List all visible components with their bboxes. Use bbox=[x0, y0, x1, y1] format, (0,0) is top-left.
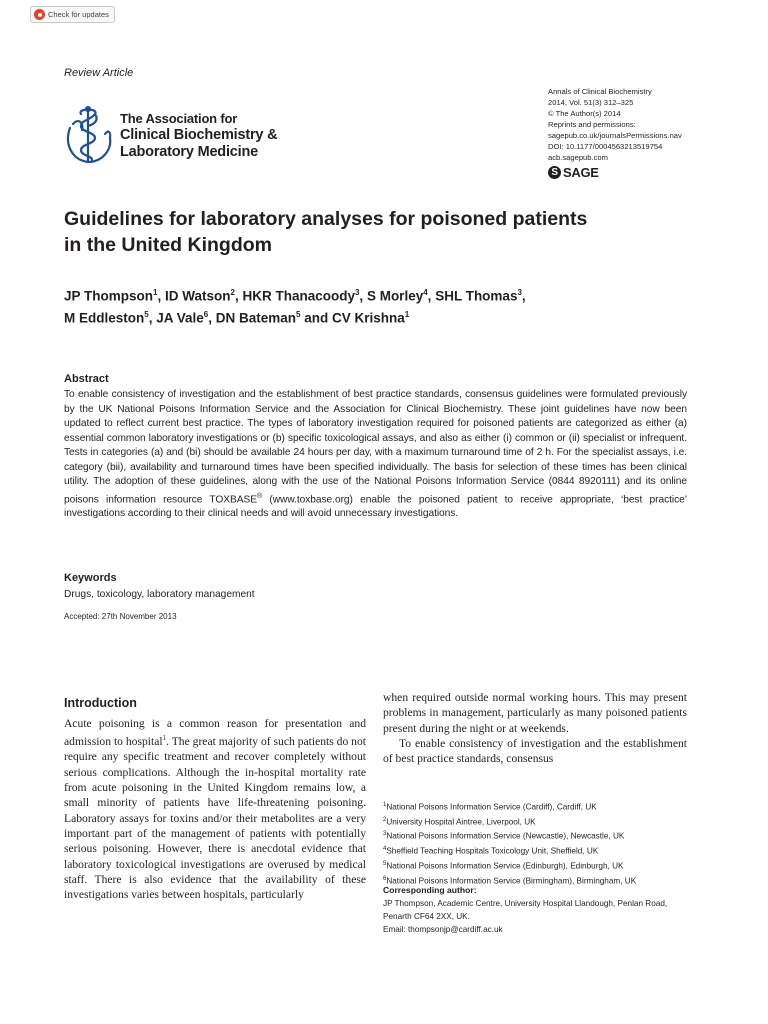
sage-logo-text: SAGE bbox=[563, 165, 599, 180]
author-name[interactable]: JP Thompson bbox=[64, 288, 154, 304]
author-affiliation: 1 bbox=[153, 288, 158, 297]
corresponding-author-details bbox=[383, 897, 693, 936]
journal-info-line: Reprints and permissions: bbox=[548, 120, 636, 129]
author-separator: , bbox=[521, 288, 526, 304]
society-name-line: The Association for bbox=[120, 111, 238, 126]
society-name-line: Laboratory Medicine bbox=[120, 144, 259, 160]
affiliation-item bbox=[383, 843, 693, 858]
author-separator: , bbox=[148, 310, 157, 325]
affiliation-item bbox=[383, 799, 693, 814]
society-name bbox=[120, 110, 277, 161]
author-separator: , bbox=[359, 288, 367, 304]
affiliation-number: 4 bbox=[383, 846, 387, 853]
keywords-list: Drugs, toxicology, laboratory management bbox=[64, 589, 255, 600]
author-name[interactable]: SHL Thomas bbox=[435, 288, 518, 304]
article-title bbox=[64, 206, 724, 258]
affiliation-list bbox=[383, 799, 693, 887]
sage-s-icon: S bbox=[548, 166, 561, 179]
abstract-text-part: To enable consistency of investigation and the establishment of best practice standards, consensus guidelines were formulated previously by the UK National Poisons Information Service and the Association for Clinical Biochemistry. These joint guidelines have now been updated to reflect current best practice. The types of laboratory investigation required for poisoned patients are categorized as either (a) essential common laboratory investigations or (b) specific toxicological assays, and also as either (i) common or (ii) specialist or infrequent. Tests in categories (a) and (bi) should be available 24 hours per day, with a maximum turnaround time of 2 h. For the specialist assays, i.e. category (bii), availability and turnaround times have been specified individually. The basis for selection of these times has been clinical utility. The adoption of these guidelines, along with the use of the National Poisons Information Service (0844 8920111) and its online poisons information resource TOXBASE bbox=[64, 389, 687, 505]
affiliation-number: 1 bbox=[383, 802, 387, 808]
affiliation-number: 6 bbox=[383, 875, 387, 882]
introduction-heading: Introduction bbox=[64, 696, 137, 710]
author-affiliation: 5 bbox=[296, 309, 301, 319]
affiliation-item bbox=[383, 858, 693, 873]
author-separator: , bbox=[427, 288, 436, 304]
society-logo bbox=[62, 104, 277, 166]
author-separator: , bbox=[208, 310, 216, 325]
affiliation-text: National Poisons Information Service (Newcastle), Newcastle, UK bbox=[386, 832, 625, 842]
author-affiliation: 5 bbox=[144, 309, 149, 319]
author-affiliation: 3 bbox=[354, 288, 360, 297]
journal-info-line: © The Author(s) 2014 bbox=[548, 109, 621, 118]
author-name[interactable]: S Morley bbox=[366, 288, 424, 304]
author-separator: , bbox=[157, 288, 165, 304]
author-name[interactable]: DN Bateman bbox=[215, 310, 297, 325]
intro-column-left bbox=[64, 716, 366, 902]
author-list bbox=[64, 284, 684, 327]
sage-logo bbox=[548, 166, 728, 179]
abstract-text-part: (www.toxbase.org) enable the poisoned patient to receive appropriate, ‘best practice’ investigations according to their clinical needs and will avoid unnecessary investigations. bbox=[64, 493, 687, 520]
author-affiliation: 2 bbox=[230, 288, 235, 297]
author-affiliation: 4 bbox=[423, 288, 428, 297]
intro-paragraph: To enable consistency of investigation and the establishment of best practice standards, consensus bbox=[383, 736, 687, 766]
society-name-line: Clinical Biochemistry & bbox=[120, 127, 278, 143]
intro-text: . The great majority of such patients do not require any specific treatment and recover completely without serious complications. Although the in-hospital mortality rate from acute poisoning in the United Kingdom remains low, a small minority of patients have life-threatening poisoning. Laboratory assays for toxins and/or their metabolites are a very important part of the management of patients with potentially serious poisoning. However, there is anecdotal evidence that laboratory toxicological investigations are overused by medical staff. There is also evidence that the availability of these investigations varies between hospitals, particularly bbox=[64, 735, 367, 902]
title-line: in the United Kingdom bbox=[64, 234, 272, 256]
affiliation-text: National Poisons Information Service (Birmingham), Birmingham, UK bbox=[386, 876, 637, 886]
affiliation-text: Sheffield Teaching Hospitals Toxicology Unit, Sheffield, UK bbox=[386, 846, 599, 856]
affiliation-number: 2 bbox=[383, 816, 387, 823]
check-for-updates-label: Check for updates bbox=[48, 10, 109, 19]
abstract-text bbox=[64, 388, 687, 522]
corresponding-author-address: JP Thompson, Academic Centre, University Hospital Llandough, Penlan Road, Penarth CF64 2XX, UK. bbox=[383, 899, 668, 921]
affiliation-text: University Hospital Aintree, Liverpool, UK bbox=[386, 817, 536, 827]
keywords-heading: Keywords bbox=[64, 572, 117, 584]
journal-info-line: 2014, Vol. 51(3) 312–325 bbox=[548, 98, 634, 107]
abstract-heading: Abstract bbox=[64, 373, 109, 385]
corresponding-author-heading: Corresponding author: bbox=[383, 885, 477, 895]
accepted-date: Accepted: 27th November 2013 bbox=[64, 612, 177, 621]
author-affiliation: 6 bbox=[203, 309, 209, 319]
check-for-updates-badge[interactable] bbox=[30, 6, 115, 23]
author-name[interactable]: JA Vale bbox=[156, 310, 204, 325]
author-separator: , bbox=[234, 288, 243, 304]
update-icon bbox=[34, 9, 45, 20]
affiliation-text: National Poisons Information Service (Edinburgh), Edinburgh, UK bbox=[386, 861, 624, 871]
author-line bbox=[64, 284, 684, 306]
author-name[interactable]: CV Krishna bbox=[331, 310, 405, 325]
affiliation-text: National Poisons Information Service (Cardiff), Cardiff, UK bbox=[386, 802, 597, 812]
author-name[interactable]: HKR Thanacoody bbox=[242, 288, 355, 304]
intro-text: Acute poisoning is a common reason for presentation and admission to hospital bbox=[64, 717, 366, 749]
journal-info-line[interactable]: DOI: 10.1177/0004563213519754 bbox=[548, 142, 663, 151]
journal-info-line[interactable]: sagepub.co.uk/journalsPermissions.nav bbox=[548, 131, 682, 140]
author-line bbox=[64, 306, 684, 328]
caduceus-icon bbox=[62, 104, 114, 166]
citation-ref[interactable]: 1 bbox=[162, 734, 167, 743]
author-name[interactable]: ID Watson bbox=[164, 288, 231, 304]
affiliation-number: 5 bbox=[383, 860, 387, 867]
registered-mark: ® bbox=[257, 492, 263, 500]
affiliation-item bbox=[383, 828, 693, 843]
corresponding-author-email[interactable]: Email: thompsonjp@cardiff.ac.uk bbox=[383, 925, 503, 934]
article-type: Review Article bbox=[64, 67, 134, 79]
intro-column-right bbox=[383, 690, 687, 766]
affiliation-item bbox=[383, 814, 693, 829]
author-affiliation: 1 bbox=[404, 309, 410, 319]
title-line: Guidelines for laboratory analyses for poisoned patients bbox=[64, 208, 588, 230]
author-affiliation: 3 bbox=[517, 288, 522, 297]
journal-info bbox=[548, 86, 728, 179]
journal-info-line: Annals of Clinical Biochemistry bbox=[548, 87, 652, 96]
journal-info-line[interactable]: acb.sagepub.com bbox=[548, 153, 608, 162]
intro-paragraph: when required outside normal working hours. This may present problems in management, particularly as many poisoned patients present during the night or at weekends. bbox=[383, 691, 687, 735]
author-name[interactable]: M Eddleston bbox=[64, 310, 145, 325]
affiliation-number: 3 bbox=[383, 831, 387, 838]
author-separator: and bbox=[300, 310, 332, 325]
